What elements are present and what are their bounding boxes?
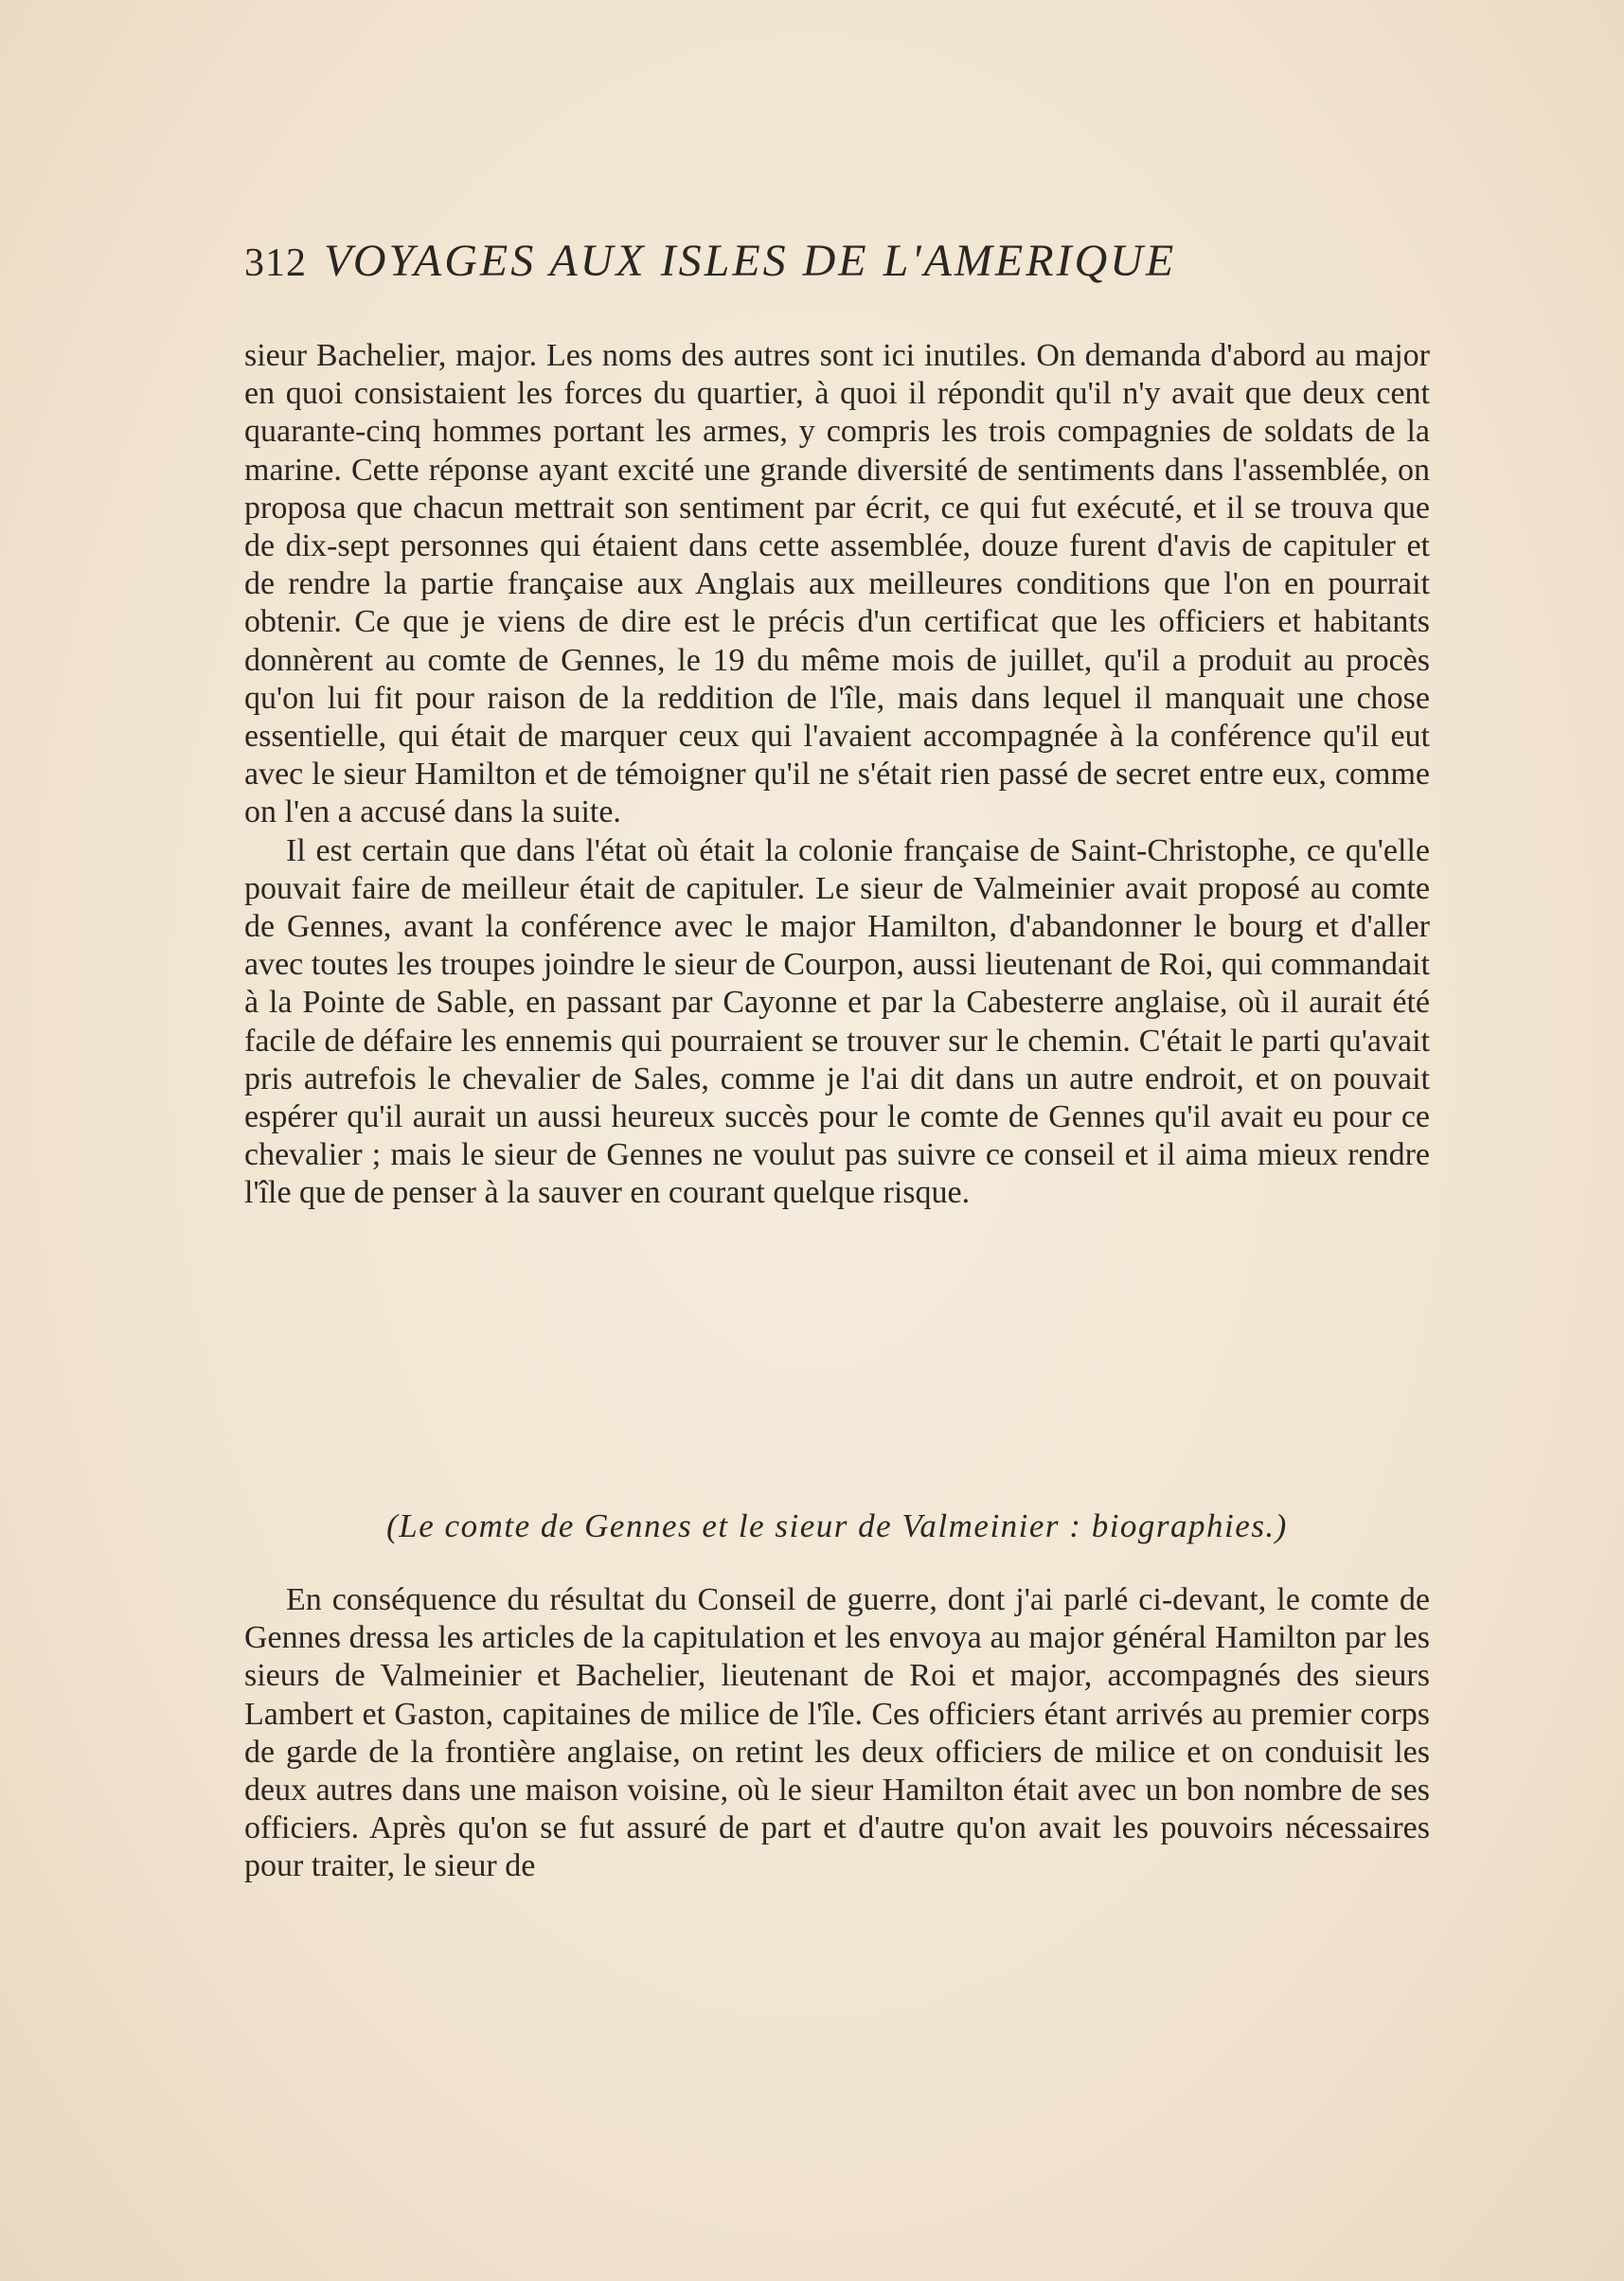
paragraph-saint-christophe: Il est certain que dans l'état où était la colonie française de Saint-Christophe, ce qu'elle pouvait faire de meilleur était de capituler. Le sieur de Valmeinier avait proposé au comte de Gennes, avant la conférence avec le major Hamilton, d'abandonner le bourg et d'aller avec toutes les troupes joindre le sieur de Courpon, aussi lieutenant de Roi, qui commandait à la Pointe de Sable, en passant par Cayonne et par la Cabesterre anglaise, où il aurait été facile de défaire les ennemis qui pourraient se trouver sur le chemin. C'était le parti qu'avait pris autrefois le chevalier de Sales, comme je l'ai dit dans un autre endroit, et on pouvait espérer qu'il aurait un aussi heureux succès pour le comte de Gennes qu'il avait eu pour ce chevalier ; mais le sieur de Gennes ne voulut pas suivre ce conseil et il aima mieux rendre l'île que de penser à la sauver en courant quelque risque.: [244, 832, 1430, 1211]
text-block-upper: [244, 337, 1430, 1213]
running-title: VOYAGES AUX ISLES DE L'AMERIQUE: [324, 236, 1177, 286]
page-number: 312: [244, 241, 307, 285]
section-heading: (Le comte de Gennes et le sieur de Valmeinier : biographies.): [386, 1507, 1288, 1544]
page-header: [244, 235, 1430, 301]
paragraph-continuation: sieur Bachelier, major. Les noms des autres sont ici inutiles. On demanda d'abord au major en quoi consistaient les forces du quartier, à quoi il répondit qu'il n'y avait que deux cent quarante-cinq hommes portant les armes, y compris les trois compagnies de soldats de la marine. Cette réponse ayant excité une grande diversité de sentiments dans l'assemblée, on proposa que chacun mettrait son sentiment par écrit, ce qui fut exécuté, et il se trouva que de dix-sept personnes qui étaient dans cette assemblée, douze furent d'avis de capituler et de rendre la partie française aux Anglais aux meilleures conditions que l'on en pourrait obtenir. Ce que je viens de dire est le précis d'un certificat que les officiers et habitants donnèrent au comte de Gennes, le 19 du même mois de juillet, qu'il a produit au procès qu'on lui fit pour raison de la reddition de l'île, mais dans lequel il manquait une chose essentielle, qui était de marquer ceux qui l'avaient accompagnée à la conférence qu'il eut avec le sieur Hamilton et de témoigner qu'il ne s'était rien passé de secret entre eux, comme on l'en a accusé dans la suite.: [244, 338, 1430, 830]
paragraph-capitulation: En conséquence du résultat du Conseil de guerre, dont j'ai parlé ci-devant, le comte de Gennes dressa les articles de la capitulation et les envoya au major général Hamilton par les sieurs de Valmeinier et Bachelier, lieutenant de Roi et major, accompagnés des sieurs Lambert et Gaston, capitaines de milice de l'île. Ces officiers étant arrivés au premier corps de garde de la frontière anglaise, on retint les deux officiers de milice et on conduisit les deux autres dans une maison voisine, où le sieur Hamilton était avec un bon nombre de ses officiers. Après qu'on se fut assuré de part et d'autre qu'on avait les pouvoirs nécessaires pour traiter, le sieur de: [244, 1582, 1430, 1884]
text-block-lower: [244, 1581, 1430, 1886]
